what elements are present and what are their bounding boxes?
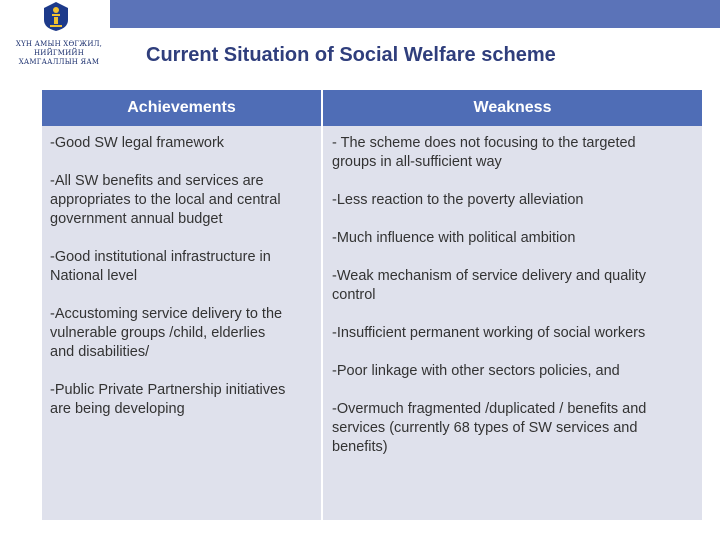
weakness-column <box>323 90 702 520</box>
weakness-item: -Poor linkage with other sectors policies, and <box>332 363 620 379</box>
weakness-item: -Much influence with political ambition <box>332 230 576 246</box>
weakness-body <box>323 126 702 520</box>
ministry-name-caption: ХҮН АМЫН ХӨГЖИЛ, НИЙГМИЙН ХАМГААЛЛЫН ЯАМ <box>15 40 103 66</box>
achievements-column <box>42 90 321 520</box>
achievement-item: -All SW benefits and services are appropriates to the local and central government annual budget <box>50 173 281 227</box>
top-banner <box>110 0 720 28</box>
achievements-body <box>42 126 321 520</box>
weakness-item: -Insufficient permanent working of social workers <box>332 325 646 341</box>
weakness-header: Weakness <box>323 90 702 126</box>
weakness-item: - The scheme does not focusing to the targeted groups in all-sufficient way <box>332 135 636 170</box>
ministry-emblem-icon <box>34 0 78 34</box>
achievement-item: -Public Private Partnership initiatives are being developing <box>50 382 286 417</box>
weakness-item: -Weak mechanism of service delivery and quality control <box>332 268 647 303</box>
comparison-table <box>42 90 702 520</box>
achievement-item: -Good SW legal framework <box>50 135 225 151</box>
page-title: Current Situation of Social Welfare scheme <box>146 44 556 66</box>
weakness-item: -Overmuch fragmented /duplicated / benefits and services (currently 68 types of SW services and benefits) <box>332 401 647 455</box>
achievements-header: Achievements <box>42 90 321 126</box>
achievement-item: -Good institutional infrastructure in National level <box>50 249 271 284</box>
weakness-item: -Less reaction to the poverty alleviation <box>332 192 584 208</box>
achievement-item: -Accustoming service delivery to the vulnerable groups /child, elderlies and disabilities/ <box>50 306 283 360</box>
